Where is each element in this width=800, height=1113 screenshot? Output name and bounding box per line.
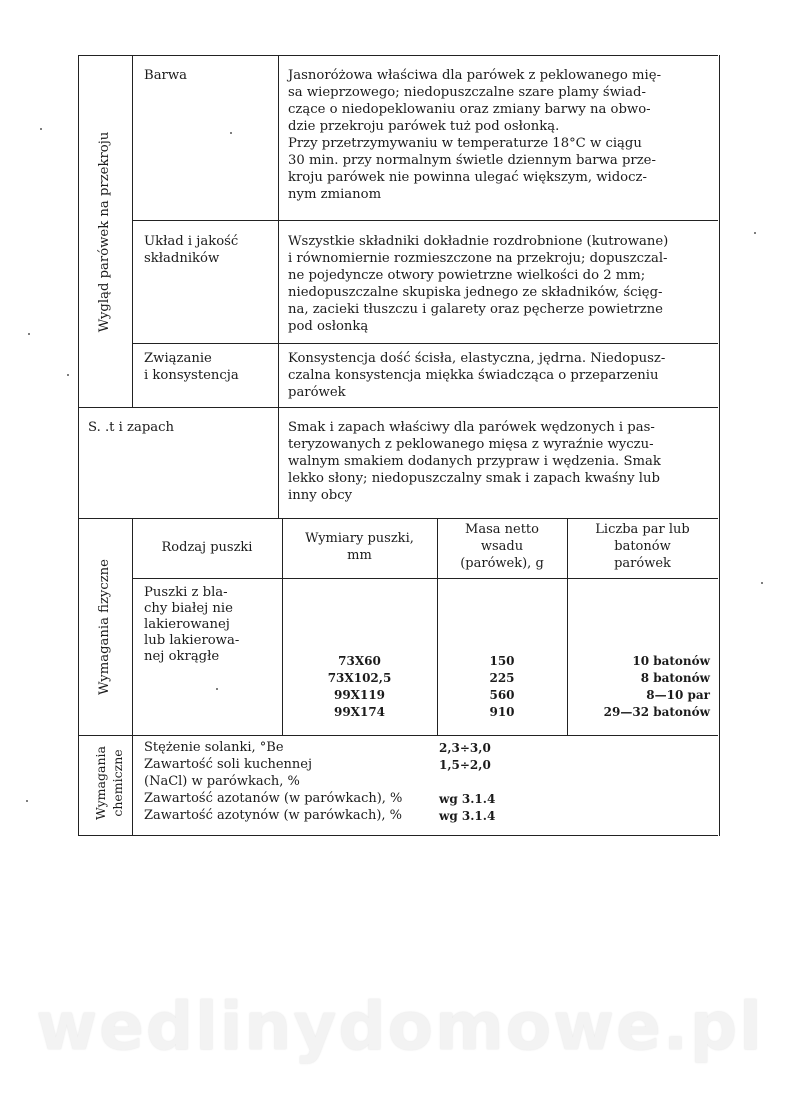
scan-speck (754, 232, 756, 234)
watermark: wedlinydomowe.pl (36, 988, 764, 1065)
scan-speck (26, 800, 28, 802)
scan-speck (216, 688, 218, 690)
physical-section-label: Wymagania fizyczne (97, 559, 112, 695)
rule-top (78, 55, 718, 56)
scan-speck (67, 374, 69, 376)
rule-after-phys-header (132, 578, 718, 579)
header-can-type: Rodzaj puszki (161, 540, 253, 555)
scan-speck (40, 128, 42, 130)
rule-after-barwa (132, 220, 718, 221)
rule-appearance-criterion (278, 55, 279, 518)
rule-after-taste (78, 518, 718, 519)
scan-speck (230, 132, 232, 134)
appearance-section-label: Wygląd parówek na przekroju (97, 131, 112, 333)
document-page: Wygląd parówek na przekroju Barwa Jasnoróżowa właściwa dla parówek z peklowanego mię- sa wieprzowego; niedopuszczalne szare plamy świad- czące o niedopeklowaniu oraz zmiany barwy na obwo- dzie przekroju parówek tuż pod osłonką. Przy przetrzymywaniu w temperaturze 18°C w ciągu 30 min. przy normalnym świetle dziennym barwa prze- kroju parówek nie powinna ulegać większym, widocz- nym zmianom Układ i jakość składników Wszystkie składniki dokładnie rozdrobnione (kutrowane) i równomiernie rozmieszczone na przekroju; dopuszczal- ne pojedyncze otwory powietrzne wielkości do 2 mm; niedopuszczalne skupiska jednego ze składników, ścięg- na, zacieki tłuszczu i galarety oraz pęcherze powietrzne pod osłonką Związanie i konsystencja Konsystencja dość ścisła, elastyczna, jędrna. Niedopusz- czalna konsystencja miękka świadcząca o przeparzeniu parówek S. .t i zapach Smak i zapach właściwy dla parówek wędzonych i pas- teryzowanych z peklowanego mięsa z wyraźnie wyczu- walnym smakiem dodanych przypraw i wędzenia. Smak lekko słony; niedopuszczalny smak i zapach kwaśny lub inny obcy Wymagania fizyczne Rodzaj puszki Wymiary puszki, mm Masa netto wsadu (parówek), g Liczba par lub batonów parówek Puszki z bla- chy białej nie lakierowanej lub lakierowa- nej okrągłe 73X60 150 10 batonów 73X102,5 225 8 batonów 99X119 560 8—10 par 99X174 910 29—32 batonów Wymagania chemiczne Stężenie solanki, °Be 2,3÷3,0 Zawartość soli kuchennej 1,5÷2,0 (NaCl) w parówkach, % Zawartość azotanów (w parówkach), % wg 3.1.4 Zawartość azotynów (w parówkach), % wg 3.1.4 wedlinydomowe.pl (0, 0, 800, 1113)
scan-speck (761, 582, 763, 584)
scan-speck (28, 333, 30, 335)
rule-after-physical (78, 735, 718, 736)
rule-bottom (78, 835, 718, 836)
rule-after-uklad (132, 343, 718, 344)
criterion-smak: S. .t i zapach (88, 420, 175, 435)
rule-appearance-label (132, 55, 133, 407)
rule-after-appearance (78, 407, 718, 408)
criterion-barwa: Barwa (144, 68, 188, 83)
rule-chemical-label (132, 735, 133, 835)
